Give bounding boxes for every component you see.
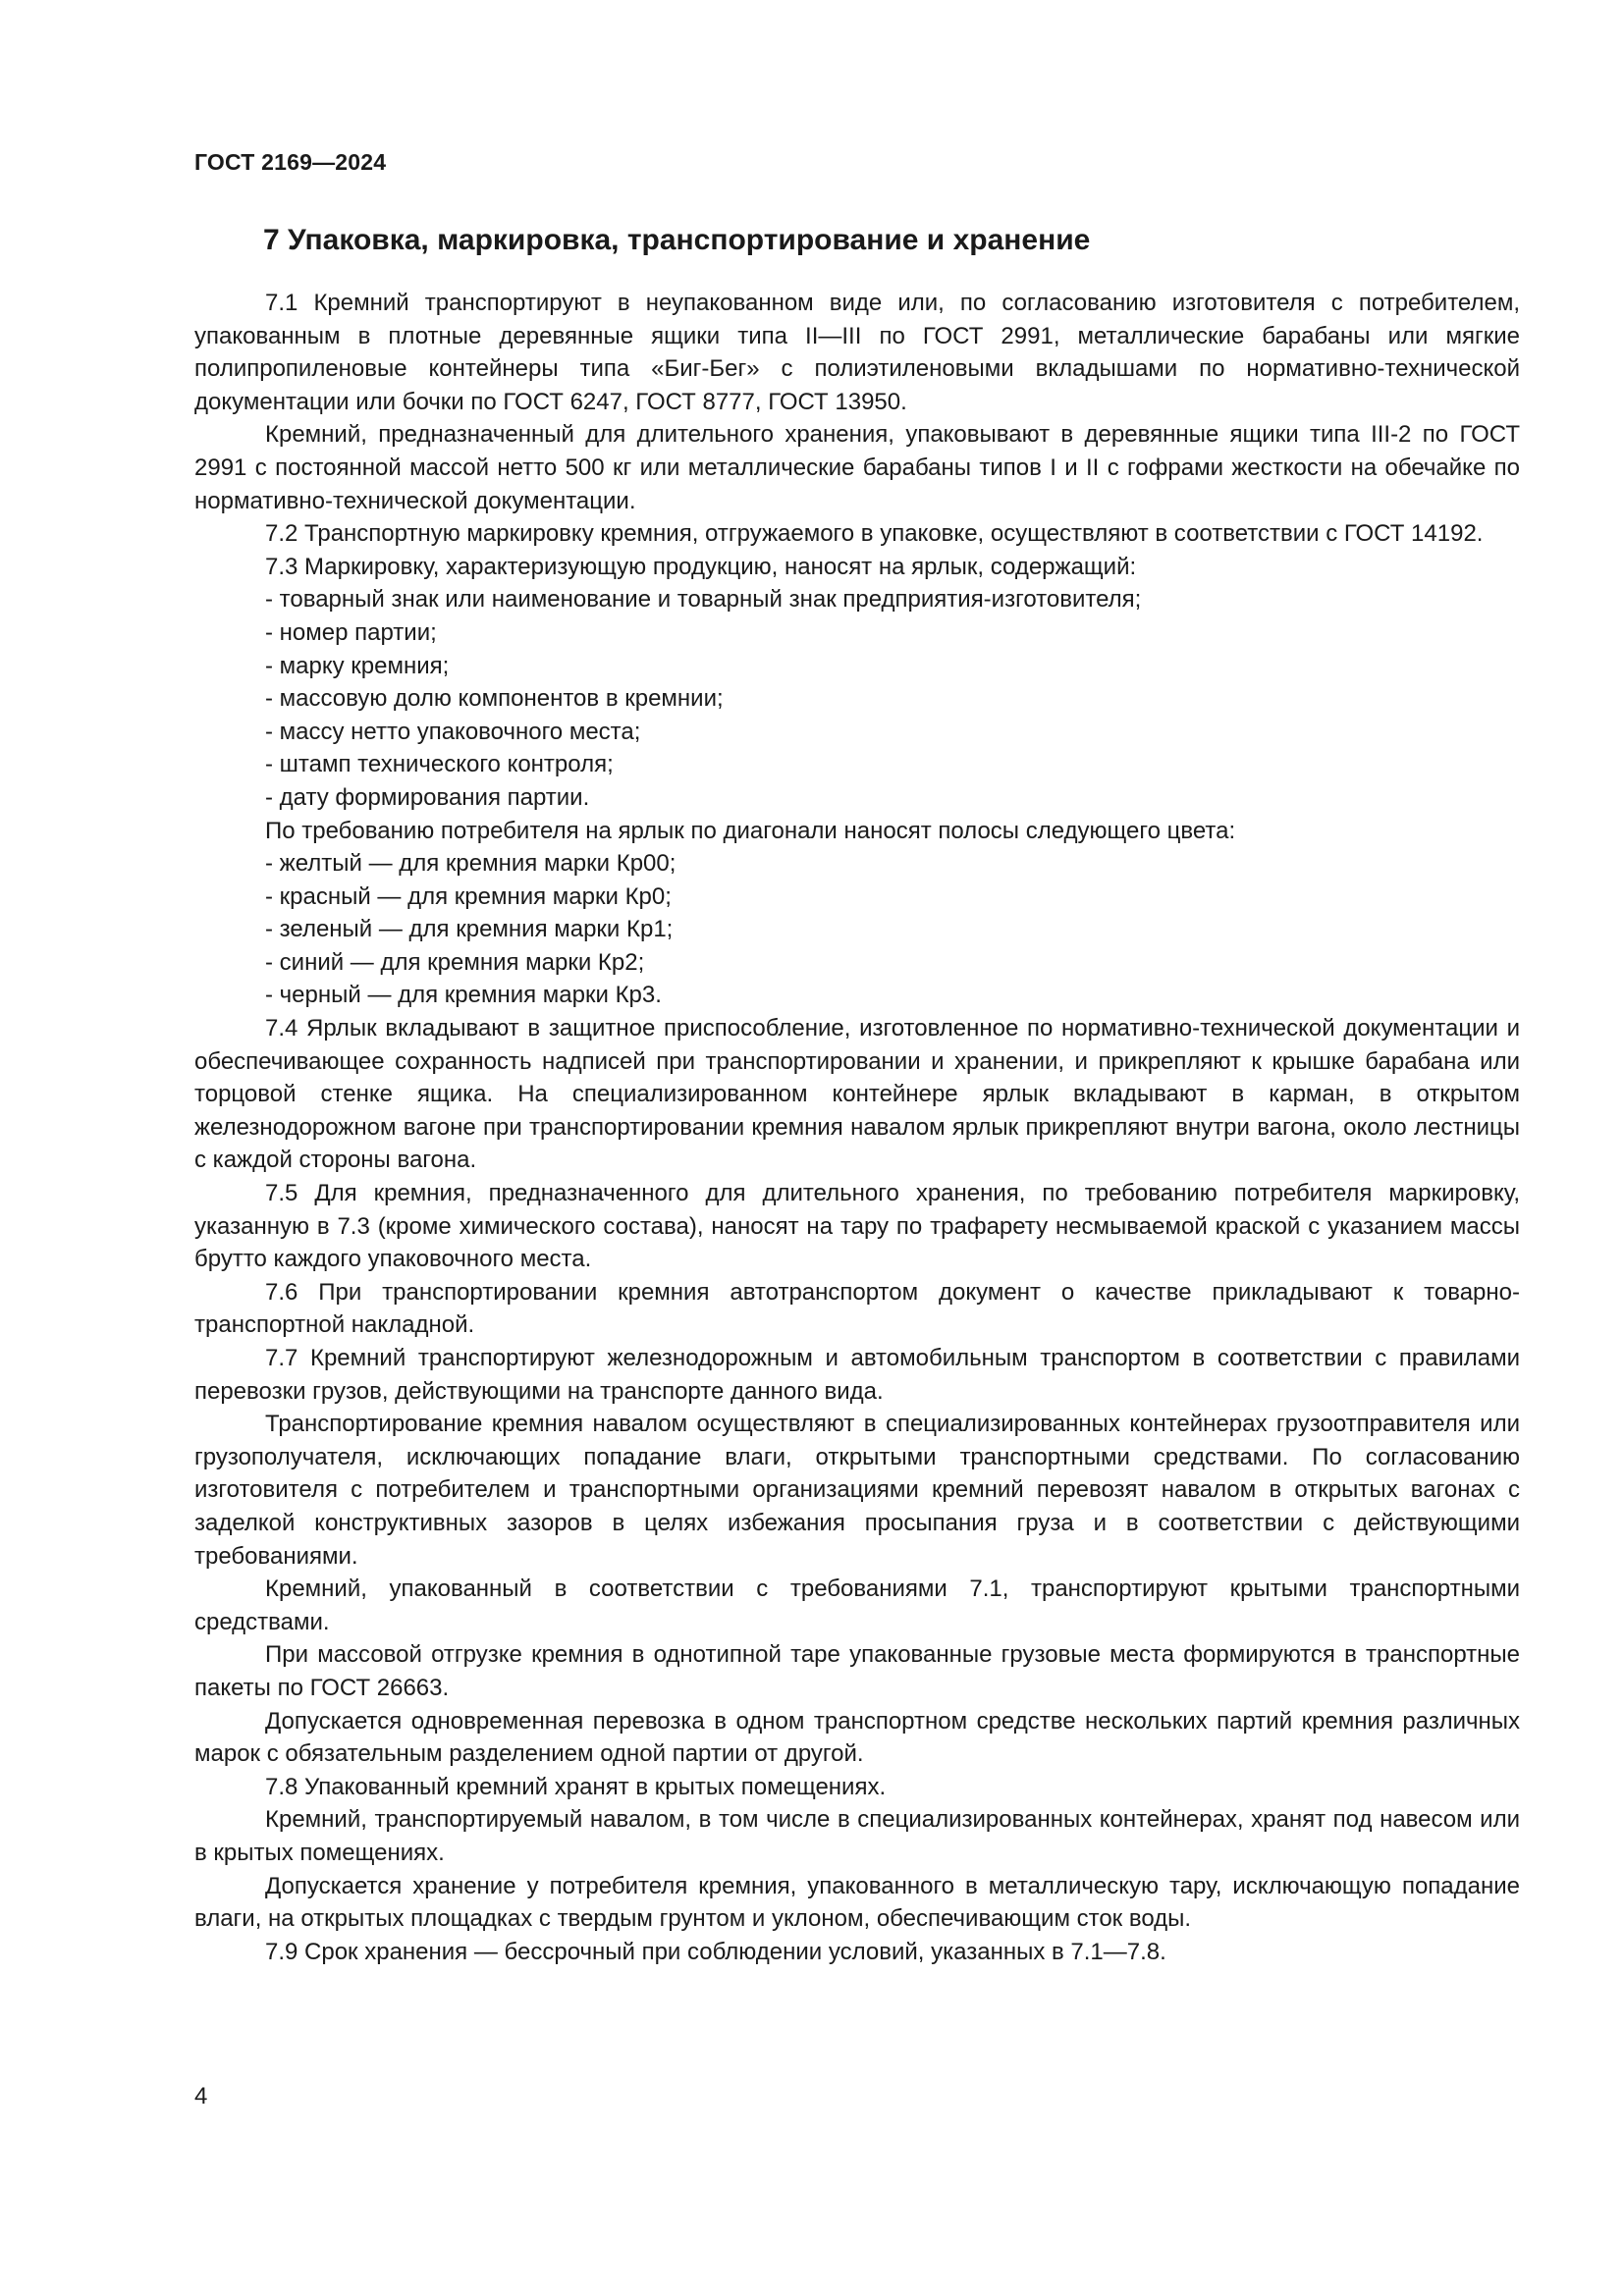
section-body (194, 287, 1520, 1968)
list-item: - номер партии; (265, 618, 437, 646)
list-item: - массу нетто упаковочного места; (265, 718, 641, 745)
paragraph: 7.6 При транспортировании кремния автотранспортом документ о качестве прикладывают к товарно-транспортной накладной. (194, 1278, 1520, 1339)
paragraph: 7.8 Упакованный кремний хранят в крытых помещениях. (265, 1773, 887, 1800)
paragraph: При массовой отгрузке кремния в однотипной таре упакованные грузовые места формируются в транспортные пакеты по ГОСТ 26663. (194, 1641, 1520, 1701)
list-item: - штамп технического контроля; (265, 751, 614, 778)
list-item: - товарный знак или наименование и товарный знак предприятия-изготовителя; (265, 586, 1142, 614)
list-item: - зеленый — для кремния марки Кр1; (265, 916, 674, 943)
paragraph: 7.2 Транспортную маркировку кремния, отгружаемого в упаковке, осуществляют в соответствии с ГОСТ 14192. (265, 520, 1484, 548)
list-item: - черный — для кремния марки Кр3. (265, 982, 662, 1009)
paragraph: Допускается одновременная перевозка в одном транспортном средстве нескольких партий кремния различных марок с обязательным разделением одной партии от другой. (194, 1707, 1520, 1768)
paragraph: 7.1 Кремний транспортируют в неупакованном виде или, по согласованию изготовителя с потребителем, упакованным в плотные деревянные ящики типа II—III по ГОСТ 2991, металлические барабаны или мягкие полипропиленовые контейнеры типа «Биг-Бег» с полиэтиленовыми вкладышами по нормативно-технической документации или бочки по ГОСТ 6247, ГОСТ 8777, ГОСТ 13950. (194, 290, 1520, 415)
paragraph: 7.9 Срок хранения — бессрочный при соблюдении условий, указанных в 7.1—7.8. (265, 1938, 1166, 1965)
paragraph: 7.3 Маркировку, характеризующую продукцию, наносят на ярлык, содержащий: (265, 553, 1137, 580)
paragraph: По требованию потребителя на ярлык по диагонали наносят полосы следующего цвета: (265, 817, 1236, 844)
document-header: ГОСТ 2169—2024 (194, 149, 387, 175)
paragraph: Кремний, упакованный в соответствии с требованиями 7.1, транспортируют крытыми транспортными средствами. (194, 1575, 1520, 1635)
paragraph: Допускается хранение у потребителя кремния, упакованного в металлическую тару, исключающую попадание влаги, на открытых площадках с твердым грунтом и уклоном, обеспечивающим сток воды. (194, 1872, 1520, 1933)
paragraph: Транспортирование кремния навалом осуществляют в специализированных контейнерах грузоотправителя или грузополучателя, исключающих попадание влаги, открытыми транспортными средствами. По согласованию изготовителя с потребителем и транспортными организациями кремний перевозят навалом в открытых вагонах с заделкой конструктивных зазоров в целях избежания просыпания груза и в соответствии с действующими требованиями. (194, 1411, 1520, 1570)
paragraph: 7.7 Кремний транспортируют железнодорожным и автомобильным транспортом в соответствии с правилами перевозки грузов, действующими на транспорте данного вида. (194, 1345, 1520, 1405)
list-item: - дату формирования партии. (265, 783, 590, 811)
list-item: - желтый — для кремния марки Кр00; (265, 850, 677, 878)
list-item: - синий — для кремния марки Кр2; (265, 948, 645, 976)
list-item: - массовую долю компонентов в кремнии; (265, 685, 724, 713)
page-number: 4 (194, 2083, 208, 2109)
paragraph: 7.4 Ярлык вкладывают в защитное приспособление, изготовленное по нормативно-технической документации и обеспечивающее сохранность надписей при транспортировании и хранении, и прикрепляют к крышке барабана или торцовой стенке ящика. На специализированном контейнере ярлык вкладывают в карман, в открытом железнодорожном вагоне при транспортировании кремния навалом ярлык прикрепляют внутри вагона, около лестницы с каждой стороны вагона. (194, 1015, 1520, 1174)
paragraph: Кремний, транспортируемый навалом, в том числе в специализированных контейнерах, хранят под навесом или в крытых помещениях. (194, 1806, 1520, 1866)
paragraph: Кремний, предназначенный для длительного хранения, упаковывают в деревянные ящики типа III-2 по ГОСТ 2991 с постоянной массой нетто 500 кг или металлические барабаны типов I и II с гофрами жесткости на обечайке по нормативно-технической документации. (194, 421, 1520, 514)
list-item: - марку кремния; (265, 652, 450, 679)
paragraph: 7.5 Для кремния, предназначенного для длительного хранения, по требованию потребителя маркировку, указанную в 7.3 (кроме химического состава), наносят на тару по трафарету несмываемой краской с указанием массы брутто каждого упаковочного места. (194, 1180, 1520, 1273)
list-item: - красный — для кремния марки Кр0; (265, 882, 672, 910)
section-title: 7 Упаковка, маркировка, транспортирование и хранение (263, 224, 1091, 256)
